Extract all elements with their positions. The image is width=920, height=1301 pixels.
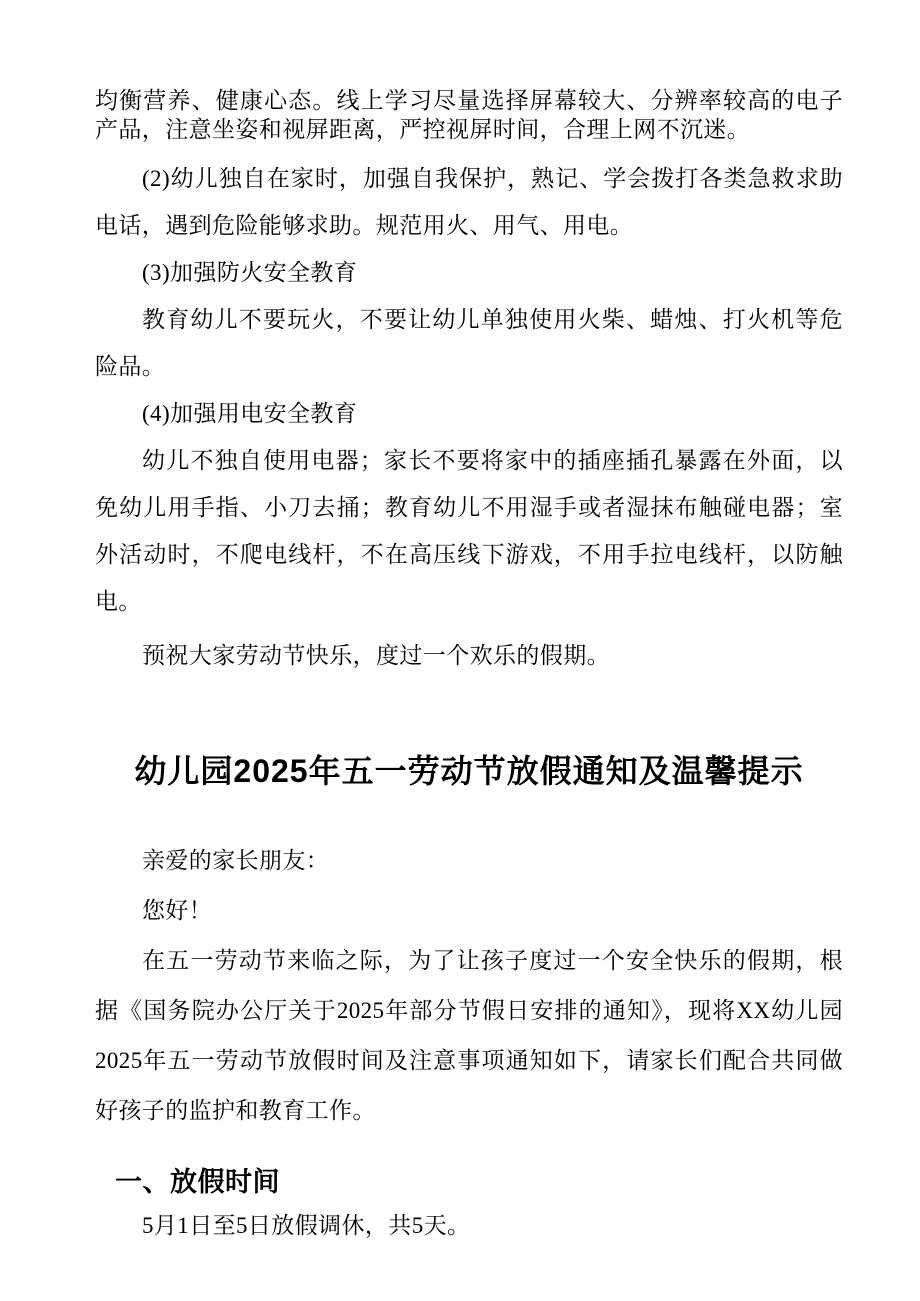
paragraph: 均衡营养、健康心态。线上学习尽量选择屏幕较大、分辨率较高的电子产品，注意坐姿和视屏距离，严控视屏时间，合理上网不沉迷。 xyxy=(95,88,843,142)
paragraph: 幼儿不独自使用电器；家长不要将家中的插座插孔暴露在外面，以免幼儿用手指、小刀去捅；教育幼儿不用湿手或者湿抹布触碰电器；室外活动时，不爬电线杆，不在高压线下游戏，不用手拉电线杆，以防触电。 xyxy=(95,448,843,614)
top-section xyxy=(95,86,843,679)
paragraph: 教育幼儿不要玩火，不要让幼儿单独使用火柴、蜡烛、打火机等危险品。 xyxy=(95,307,843,379)
top-section-paragraphs xyxy=(95,86,843,679)
paragraph: 预祝大家劳动节快乐，度过一个欢乐的假期。 xyxy=(142,643,610,668)
salutation: 亲爱的家长朋友： xyxy=(142,848,330,873)
intro-paragraph: 在五一劳动节来临之际，为了让孩子度过一个安全快乐的假期，根据《国务院办公厅关于2025年部分节假日安排的通知》，现将XX幼儿园2025年五一劳动节放假时间及注意事项通知如下，请家长们配合共同做好孩子的监护和教育工作。 xyxy=(95,948,843,1123)
notice-body xyxy=(95,836,843,1136)
paragraph: (3)加强防火安全教育 xyxy=(142,260,358,285)
greeting: 您好！ xyxy=(142,898,213,923)
section-heading-holiday-time: 一、放假时间 xyxy=(115,1167,280,1197)
document-content xyxy=(95,0,843,1249)
notice-title: 幼儿园2025年五一劳动节放假通知及温馨提示 xyxy=(134,753,804,789)
holiday-time-paragraph: 5月1日至5日放假调休，共5天。 xyxy=(142,1213,471,1238)
paragraph: (4)加强用电安全教育 xyxy=(142,401,358,426)
paragraph: (2)幼儿独自在家时，加强自我保护，熟记、学会拨打各类急救求助电话，遇到危险能够求助。规范用火、用气、用电。 xyxy=(95,166,843,238)
